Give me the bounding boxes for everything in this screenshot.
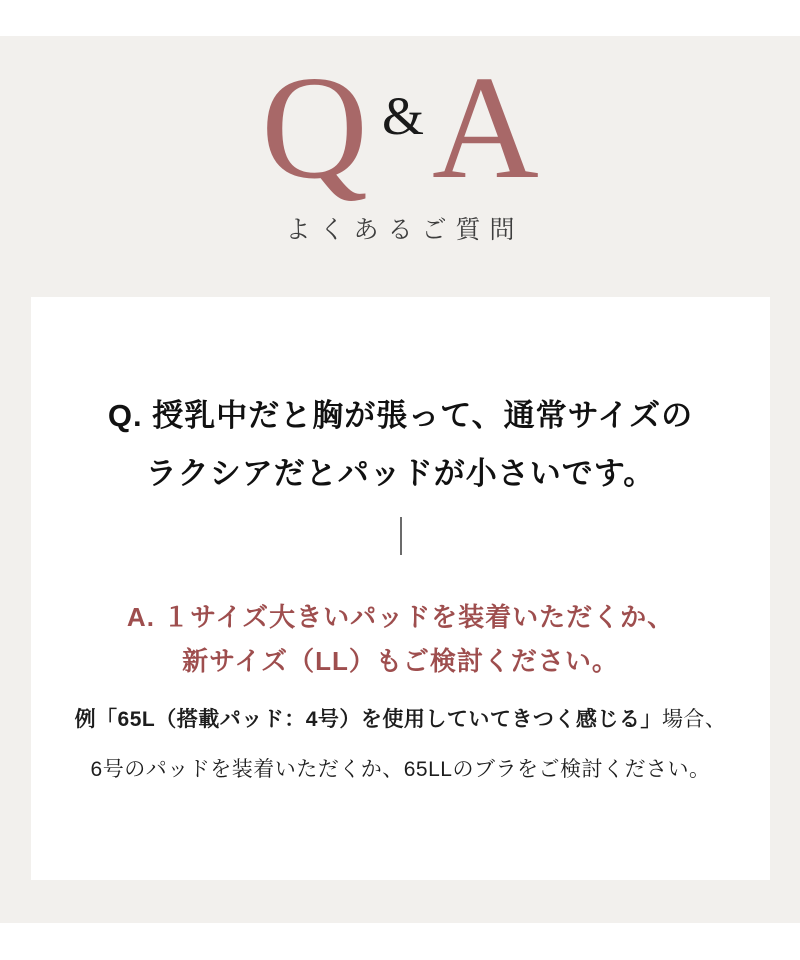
question-text [31,387,770,503]
example-line-2: 6号のパッドを装着いただくか、65LLのブラをご検討ください。 [90,758,711,781]
example-line-1-regular: 場合、 [661,708,727,731]
question-line-2: ラクシアだとパッドが小さいです。 [145,456,656,491]
example-line-1-bold: 例「65L（搭載パッド：4号）を使用していてきつく感じる」 [74,708,662,731]
answer-line-2: 新サイズ（LL）もご検討ください。 [182,646,619,676]
example-note [31,695,770,795]
answer-line-1: A. １サイズ大きいパッドを装着いただくか、 [126,602,675,632]
answer-text [31,595,770,683]
qa-logo [0,46,800,210]
faq-header [0,46,800,246]
faq-subtitle: よくあるご質問 [285,216,524,244]
example-line-1 [31,695,770,745]
question-line-1: Q. 授乳中だと胸が張って、通常サイズの [107,398,694,433]
qa-logo-ampersand: & [381,86,424,146]
qa-logo-letter-q: Q [261,46,368,210]
vertical-divider [400,517,402,555]
faq-card [31,297,770,880]
qa-logo-letter-a: A [432,46,539,210]
beige-background-band [0,36,800,923]
